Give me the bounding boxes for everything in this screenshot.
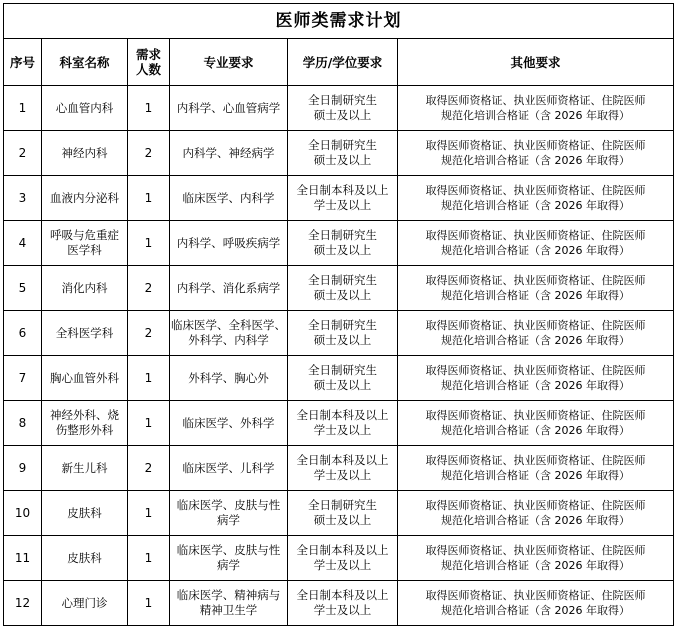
table-row bbox=[4, 176, 674, 221]
page-title: 医师类需求计划 bbox=[4, 4, 674, 39]
column-header-other: 其他要求 bbox=[398, 39, 674, 86]
cell-other-requirement: 取得医师资格证、执业医师资格证、住院医师 规范化培训合格证（含 2026 年取得） bbox=[398, 356, 674, 401]
cell-department-name: 皮肤科 bbox=[42, 491, 128, 536]
table-header-row bbox=[4, 39, 674, 86]
table-row bbox=[4, 311, 674, 356]
cell-headcount: 1 bbox=[128, 536, 170, 581]
cell-department-name: 呼吸与危重症 医学科 bbox=[42, 221, 128, 266]
cell-major-requirement: 临床医学、儿科学 bbox=[170, 446, 288, 491]
column-header-dept: 科室名称 bbox=[42, 39, 128, 86]
cell-major-requirement: 内科学、神经病学 bbox=[170, 131, 288, 176]
cell-row-number: 10 bbox=[4, 491, 42, 536]
cell-headcount: 1 bbox=[128, 221, 170, 266]
cell-department-name: 消化内科 bbox=[42, 266, 128, 311]
table-row bbox=[4, 491, 674, 536]
cell-degree-requirement: 全日制研究生 硕士及以上 bbox=[288, 311, 398, 356]
cell-major-requirement: 临床医学、皮肤与性 病学 bbox=[170, 491, 288, 536]
table-row bbox=[4, 221, 674, 266]
column-header-count: 需求 人数 bbox=[128, 39, 170, 86]
column-header-degree: 学历/学位要求 bbox=[288, 39, 398, 86]
cell-other-requirement: 取得医师资格证、执业医师资格证、住院医师 规范化培训合格证（含 2026 年取得） bbox=[398, 581, 674, 626]
cell-row-number: 9 bbox=[4, 446, 42, 491]
cell-row-number: 6 bbox=[4, 311, 42, 356]
cell-department-name: 心理门诊 bbox=[42, 581, 128, 626]
cell-headcount: 2 bbox=[128, 446, 170, 491]
table-row bbox=[4, 131, 674, 176]
cell-other-requirement: 取得医师资格证、执业医师资格证、住院医师 规范化培训合格证（含 2026 年取得） bbox=[398, 221, 674, 266]
table-title-row bbox=[4, 4, 674, 39]
table-row bbox=[4, 356, 674, 401]
cell-other-requirement: 取得医师资格证、执业医师资格证、住院医师 规范化培训合格证（含 2026 年取得） bbox=[398, 86, 674, 131]
cell-other-requirement: 取得医师资格证、执业医师资格证、住院医师 规范化培训合格证（含 2026 年取得） bbox=[398, 401, 674, 446]
cell-other-requirement: 取得医师资格证、执业医师资格证、住院医师 规范化培训合格证（含 2026 年取得） bbox=[398, 311, 674, 356]
cell-major-requirement: 外科学、胸心外 bbox=[170, 356, 288, 401]
cell-department-name: 神经内科 bbox=[42, 131, 128, 176]
table-row bbox=[4, 581, 674, 626]
cell-row-number: 8 bbox=[4, 401, 42, 446]
cell-major-requirement: 临床医学、外科学 bbox=[170, 401, 288, 446]
cell-major-requirement: 临床医学、精神病与 精神卫生学 bbox=[170, 581, 288, 626]
cell-row-number: 2 bbox=[4, 131, 42, 176]
table-row bbox=[4, 266, 674, 311]
cell-degree-requirement: 全日制研究生 硕士及以上 bbox=[288, 131, 398, 176]
cell-major-requirement: 内科学、消化系病学 bbox=[170, 266, 288, 311]
cell-department-name: 全科医学科 bbox=[42, 311, 128, 356]
cell-degree-requirement: 全日制研究生 硕士及以上 bbox=[288, 266, 398, 311]
cell-degree-requirement: 全日制本科及以上 学士及以上 bbox=[288, 401, 398, 446]
cell-department-name: 血液内分泌科 bbox=[42, 176, 128, 221]
cell-row-number: 7 bbox=[4, 356, 42, 401]
requirement-plan-table bbox=[3, 3, 674, 626]
cell-row-number: 4 bbox=[4, 221, 42, 266]
cell-degree-requirement: 全日制本科及以上 学士及以上 bbox=[288, 446, 398, 491]
cell-major-requirement: 内科学、呼吸疾病学 bbox=[170, 221, 288, 266]
cell-other-requirement: 取得医师资格证、执业医师资格证、住院医师 规范化培训合格证（含 2026 年取得） bbox=[398, 131, 674, 176]
table-row bbox=[4, 401, 674, 446]
cell-degree-requirement: 全日制研究生 硕士及以上 bbox=[288, 356, 398, 401]
column-header-no: 序号 bbox=[4, 39, 42, 86]
cell-headcount: 1 bbox=[128, 401, 170, 446]
cell-row-number: 3 bbox=[4, 176, 42, 221]
table-row bbox=[4, 446, 674, 491]
cell-major-requirement: 临床医学、皮肤与性 病学 bbox=[170, 536, 288, 581]
cell-headcount: 1 bbox=[128, 176, 170, 221]
cell-major-requirement: 临床医学、内科学 bbox=[170, 176, 288, 221]
column-header-major: 专业要求 bbox=[170, 39, 288, 86]
cell-row-number: 1 bbox=[4, 86, 42, 131]
cell-degree-requirement: 全日制本科及以上 学士及以上 bbox=[288, 536, 398, 581]
cell-headcount: 1 bbox=[128, 491, 170, 536]
cell-other-requirement: 取得医师资格证、执业医师资格证、住院医师 规范化培训合格证（含 2026 年取得） bbox=[398, 446, 674, 491]
cell-department-name: 新生儿科 bbox=[42, 446, 128, 491]
cell-major-requirement: 内科学、心血管病学 bbox=[170, 86, 288, 131]
table-row bbox=[4, 86, 674, 131]
cell-degree-requirement: 全日制研究生 硕士及以上 bbox=[288, 491, 398, 536]
cell-row-number: 11 bbox=[4, 536, 42, 581]
cell-department-name: 皮肤科 bbox=[42, 536, 128, 581]
cell-headcount: 2 bbox=[128, 311, 170, 356]
table-row bbox=[4, 536, 674, 581]
cell-other-requirement: 取得医师资格证、执业医师资格证、住院医师 规范化培训合格证（含 2026 年取得） bbox=[398, 491, 674, 536]
cell-headcount: 1 bbox=[128, 581, 170, 626]
cell-department-name: 胸心血管外科 bbox=[42, 356, 128, 401]
cell-other-requirement: 取得医师资格证、执业医师资格证、住院医师 规范化培训合格证（含 2026 年取得） bbox=[398, 266, 674, 311]
cell-department-name: 心血管内科 bbox=[42, 86, 128, 131]
cell-major-requirement: 临床医学、全科医学、 外科学、内科学 bbox=[170, 311, 288, 356]
cell-headcount: 1 bbox=[128, 86, 170, 131]
cell-degree-requirement: 全日制本科及以上 学士及以上 bbox=[288, 581, 398, 626]
cell-department-name: 神经外科、烧 伤整形外科 bbox=[42, 401, 128, 446]
cell-headcount: 2 bbox=[128, 131, 170, 176]
cell-other-requirement: 取得医师资格证、执业医师资格证、住院医师 规范化培训合格证（含 2026 年取得） bbox=[398, 176, 674, 221]
cell-degree-requirement: 全日制研究生 硕士及以上 bbox=[288, 221, 398, 266]
document-sheet bbox=[0, 3, 677, 626]
cell-headcount: 1 bbox=[128, 356, 170, 401]
cell-headcount: 2 bbox=[128, 266, 170, 311]
cell-row-number: 5 bbox=[4, 266, 42, 311]
cell-other-requirement: 取得医师资格证、执业医师资格证、住院医师 规范化培训合格证（含 2026 年取得） bbox=[398, 536, 674, 581]
cell-degree-requirement: 全日制本科及以上 学士及以上 bbox=[288, 176, 398, 221]
cell-row-number: 12 bbox=[4, 581, 42, 626]
cell-degree-requirement: 全日制研究生 硕士及以上 bbox=[288, 86, 398, 131]
